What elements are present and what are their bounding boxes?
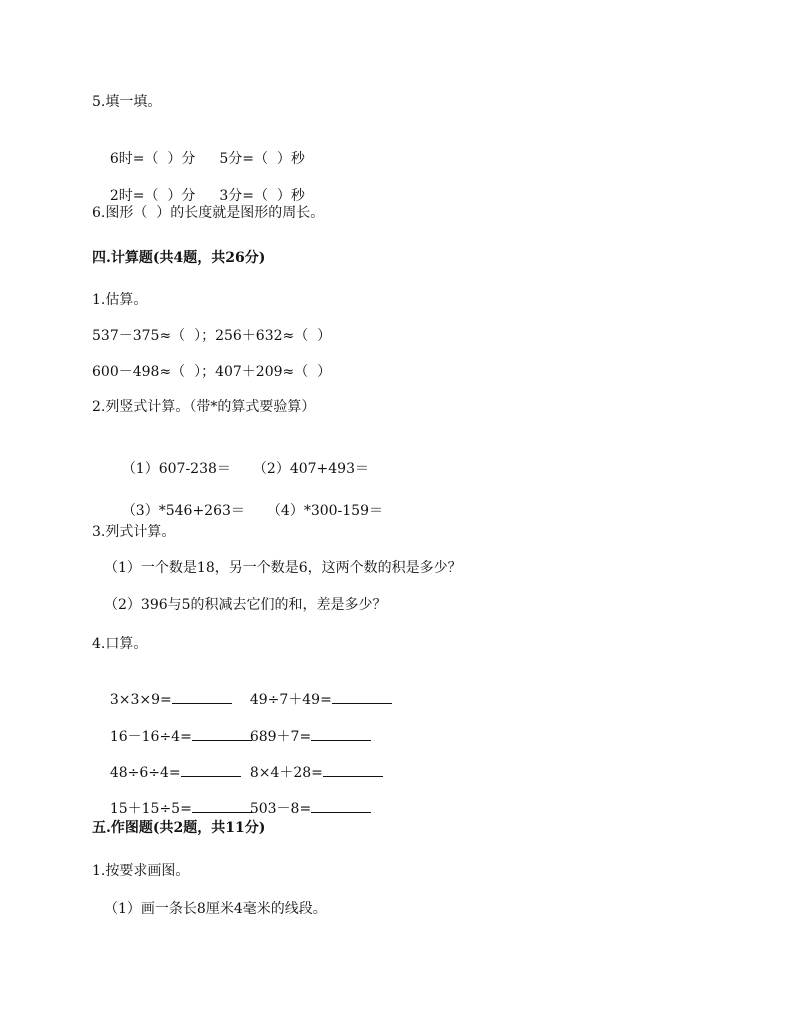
answer-blank (311, 811, 371, 813)
oral-right-4: 503－8= (249, 801, 312, 817)
q5-row2-hours: 2时=（ ）分 (109, 188, 196, 204)
q5-title: 5.填一填。 (92, 94, 162, 110)
section5-heading: 五.作图题(共2题，共11分) (92, 820, 266, 836)
q5-row1-minutes: 5分=（ ）秒 (219, 151, 305, 167)
s4-q2-item-4: （4）*300-159＝ (266, 503, 383, 519)
s4-q3-item-1: （1）一个数是18，另一个数是6，这两个数的积是多少？ (104, 560, 462, 576)
s4-q1-row1: 537－375≈（ ）；256＋632≈（ ） (92, 328, 332, 344)
answer-blank (311, 739, 371, 741)
q5-row1-hours: 6时=（ ）分 (109, 151, 196, 167)
q6: 6.图形（ ）的长度就是图形的周长。 (92, 205, 325, 221)
s4-q1-row2: 600－498≈（ ）；407＋209≈（ ） (92, 364, 332, 380)
answer-blank (192, 739, 252, 741)
s5-q1-item-1: （1）画一条长8厘米4毫米的线段。 (104, 901, 327, 917)
section4-heading: 四.计算题(共4题，共26分) (92, 250, 266, 266)
s4-q3-title: 3.列式计算。 (92, 524, 176, 540)
s4-q2-title: 2.列竖式计算。（带*的算式要验算） (92, 399, 316, 415)
answer-blank (181, 775, 241, 777)
s5-q1-title: 1.按要求画图。 (92, 863, 190, 879)
s4-q2-item-3: （3）*546+263＝ (121, 503, 245, 519)
answer-blank (323, 775, 383, 777)
oral-right-1: 49÷7＋49= (249, 692, 332, 708)
s4-q1-title: 1.估算。 (92, 292, 148, 308)
answer-blank (192, 811, 252, 813)
q5-row2-minutes: 3分=（ ）秒 (219, 188, 305, 204)
s4-q2-item-2: （2）407+493＝ (252, 461, 369, 477)
s4-q2-item-1: （1）607-238＝ (121, 461, 231, 477)
answer-blank (332, 702, 392, 704)
answer-blank (172, 702, 232, 704)
s4-q4-title: 4.口算。 (92, 636, 148, 652)
oral-right-2: 689＋7= (249, 729, 312, 745)
oral-left-3: 48÷6÷4= (109, 765, 181, 781)
oral-left-4: 15＋15÷5= (109, 801, 192, 817)
oral-left-2: 16－16÷4= (109, 729, 192, 745)
oral-right-3: 8×4＋28= (249, 765, 323, 781)
s4-q3-item-2: （2）396与5的积减去它们的和，差是多少？ (104, 597, 387, 613)
oral-left-1: 3×3×9= (109, 692, 172, 708)
